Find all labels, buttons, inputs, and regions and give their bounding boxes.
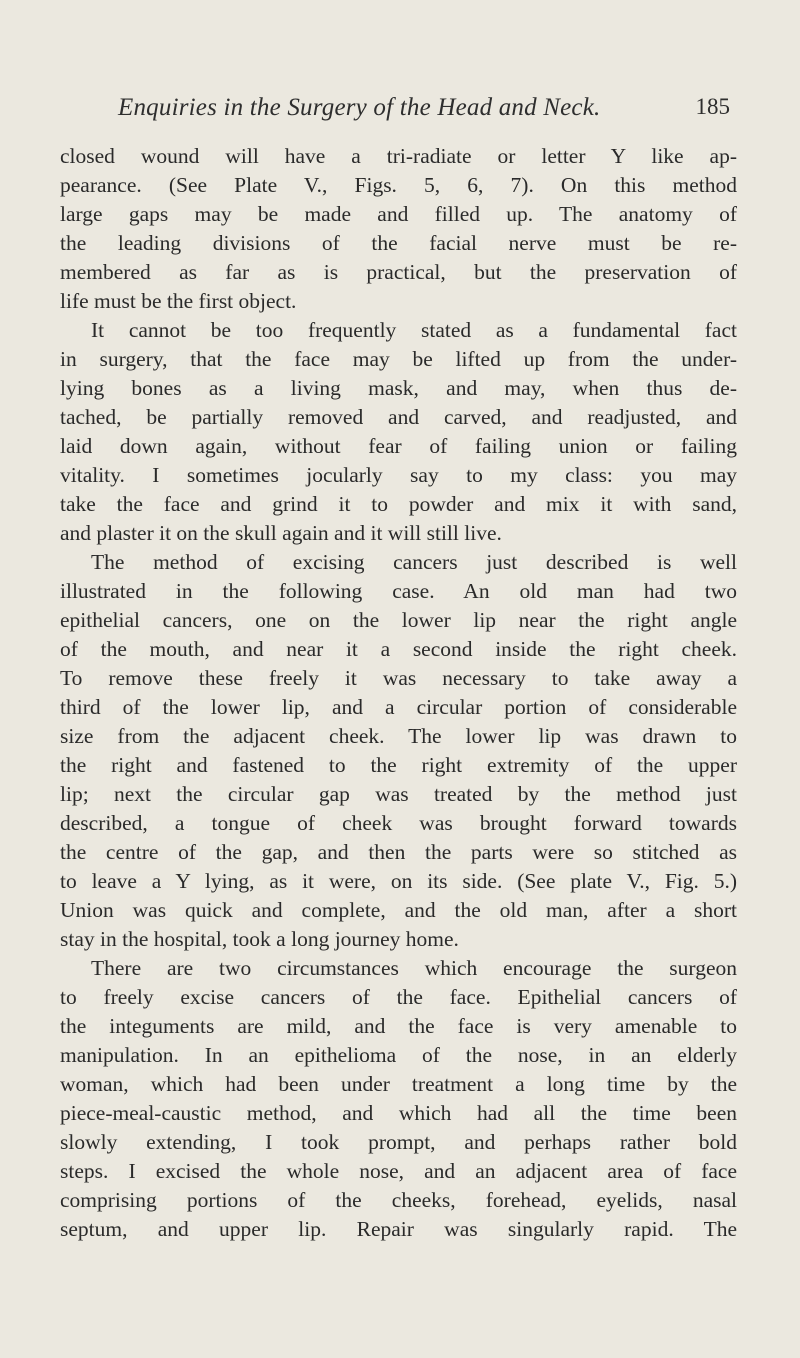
text-line: to freely excise cancers of the face. Epithelial cancers of: [60, 985, 737, 1009]
text-line: slowly extending, I took prompt, and perhaps rather bold: [60, 1130, 737, 1154]
text-line: of the mouth, and near it a second inside the right cheek.: [60, 637, 737, 661]
text-line: pearance. (See Plate V., Figs. 5, 6, 7). On this method: [60, 173, 737, 197]
text-line: take the face and grind it to powder and mix it with sand,: [60, 492, 737, 516]
text-line: piece-meal-caustic method, and which had all the time been: [60, 1101, 737, 1125]
text-line: vitality. I sometimes jocularly say to my class: you may: [60, 463, 737, 487]
text-line: steps. I excised the whole nose, and an adjacent area of face: [60, 1159, 737, 1183]
running-head: Enquiries in the Surgery of the Head and Neck.: [118, 94, 601, 121]
text-line: lip; next the circular gap was treated by the method just: [60, 782, 737, 806]
text-line: third of the lower lip, and a circular portion of considerable: [60, 695, 737, 719]
text-line: illustrated in the following case. An old man had two: [60, 579, 737, 603]
text-line: closed wound will have a tri-radiate or letter Y like ap-: [60, 144, 737, 168]
text-line: the centre of the gap, and then the parts were so stitched as: [60, 840, 737, 864]
text-line: described, a tongue of cheek was brought forward towards: [60, 811, 737, 835]
paragraph-start-line: The method of excising cancers just described is well: [91, 550, 737, 574]
text-line: stay in the hospital, took a long journey home.: [60, 927, 459, 951]
text-line: comprising portions of the cheeks, forehead, eyelids, nasal: [60, 1188, 737, 1212]
text-line: size from the adjacent cheek. The lower lip was drawn to: [60, 724, 737, 748]
text-line: life must be the first object.: [60, 289, 297, 313]
paragraph-start-line: There are two circumstances which encourage the surgeon: [91, 956, 737, 980]
text-line: in surgery, that the face may be lifted up from the under-: [60, 347, 737, 371]
text-line: septum, and upper lip. Repair was singularly rapid. The: [60, 1217, 737, 1241]
text-line: To remove these freely it was necessary to take away a: [60, 666, 737, 690]
text-line: the leading divisions of the facial nerve must be re-: [60, 231, 737, 255]
text-line: laid down again, without fear of failing union or failing: [60, 434, 737, 458]
text-line: membered as far as is practical, but the preservation of: [60, 260, 737, 284]
text-line: large gaps may be made and filled up. The anatomy of: [60, 202, 737, 226]
text-line: woman, which had been under treatment a long time by the: [60, 1072, 737, 1096]
text-line: tached, be partially removed and carved, and readjusted, and: [60, 405, 737, 429]
text-line: and plaster it on the skull again and it will still live.: [60, 521, 502, 545]
text-line: Union was quick and complete, and the old man, after a short: [60, 898, 737, 922]
text-line: manipulation. In an epithelioma of the nose, in an elderly: [60, 1043, 737, 1067]
page-header: [118, 94, 730, 124]
text-line: lying bones as a living mask, and may, when thus de-: [60, 376, 737, 400]
paragraph-start-line: It cannot be too frequently stated as a fundamental fact: [91, 318, 737, 342]
text-line: epithelial cancers, one on the lower lip near the right angle: [60, 608, 737, 632]
page-number: 185: [695, 94, 730, 119]
body-text: [60, 142, 737, 1244]
text-line: the right and fastened to the right extremity of the upper: [60, 753, 737, 777]
text-line: to leave a Y lying, as it were, on its side. (See plate V., Fig. 5.): [60, 869, 737, 893]
text-line: the integuments are mild, and the face is very amenable to: [60, 1014, 737, 1038]
